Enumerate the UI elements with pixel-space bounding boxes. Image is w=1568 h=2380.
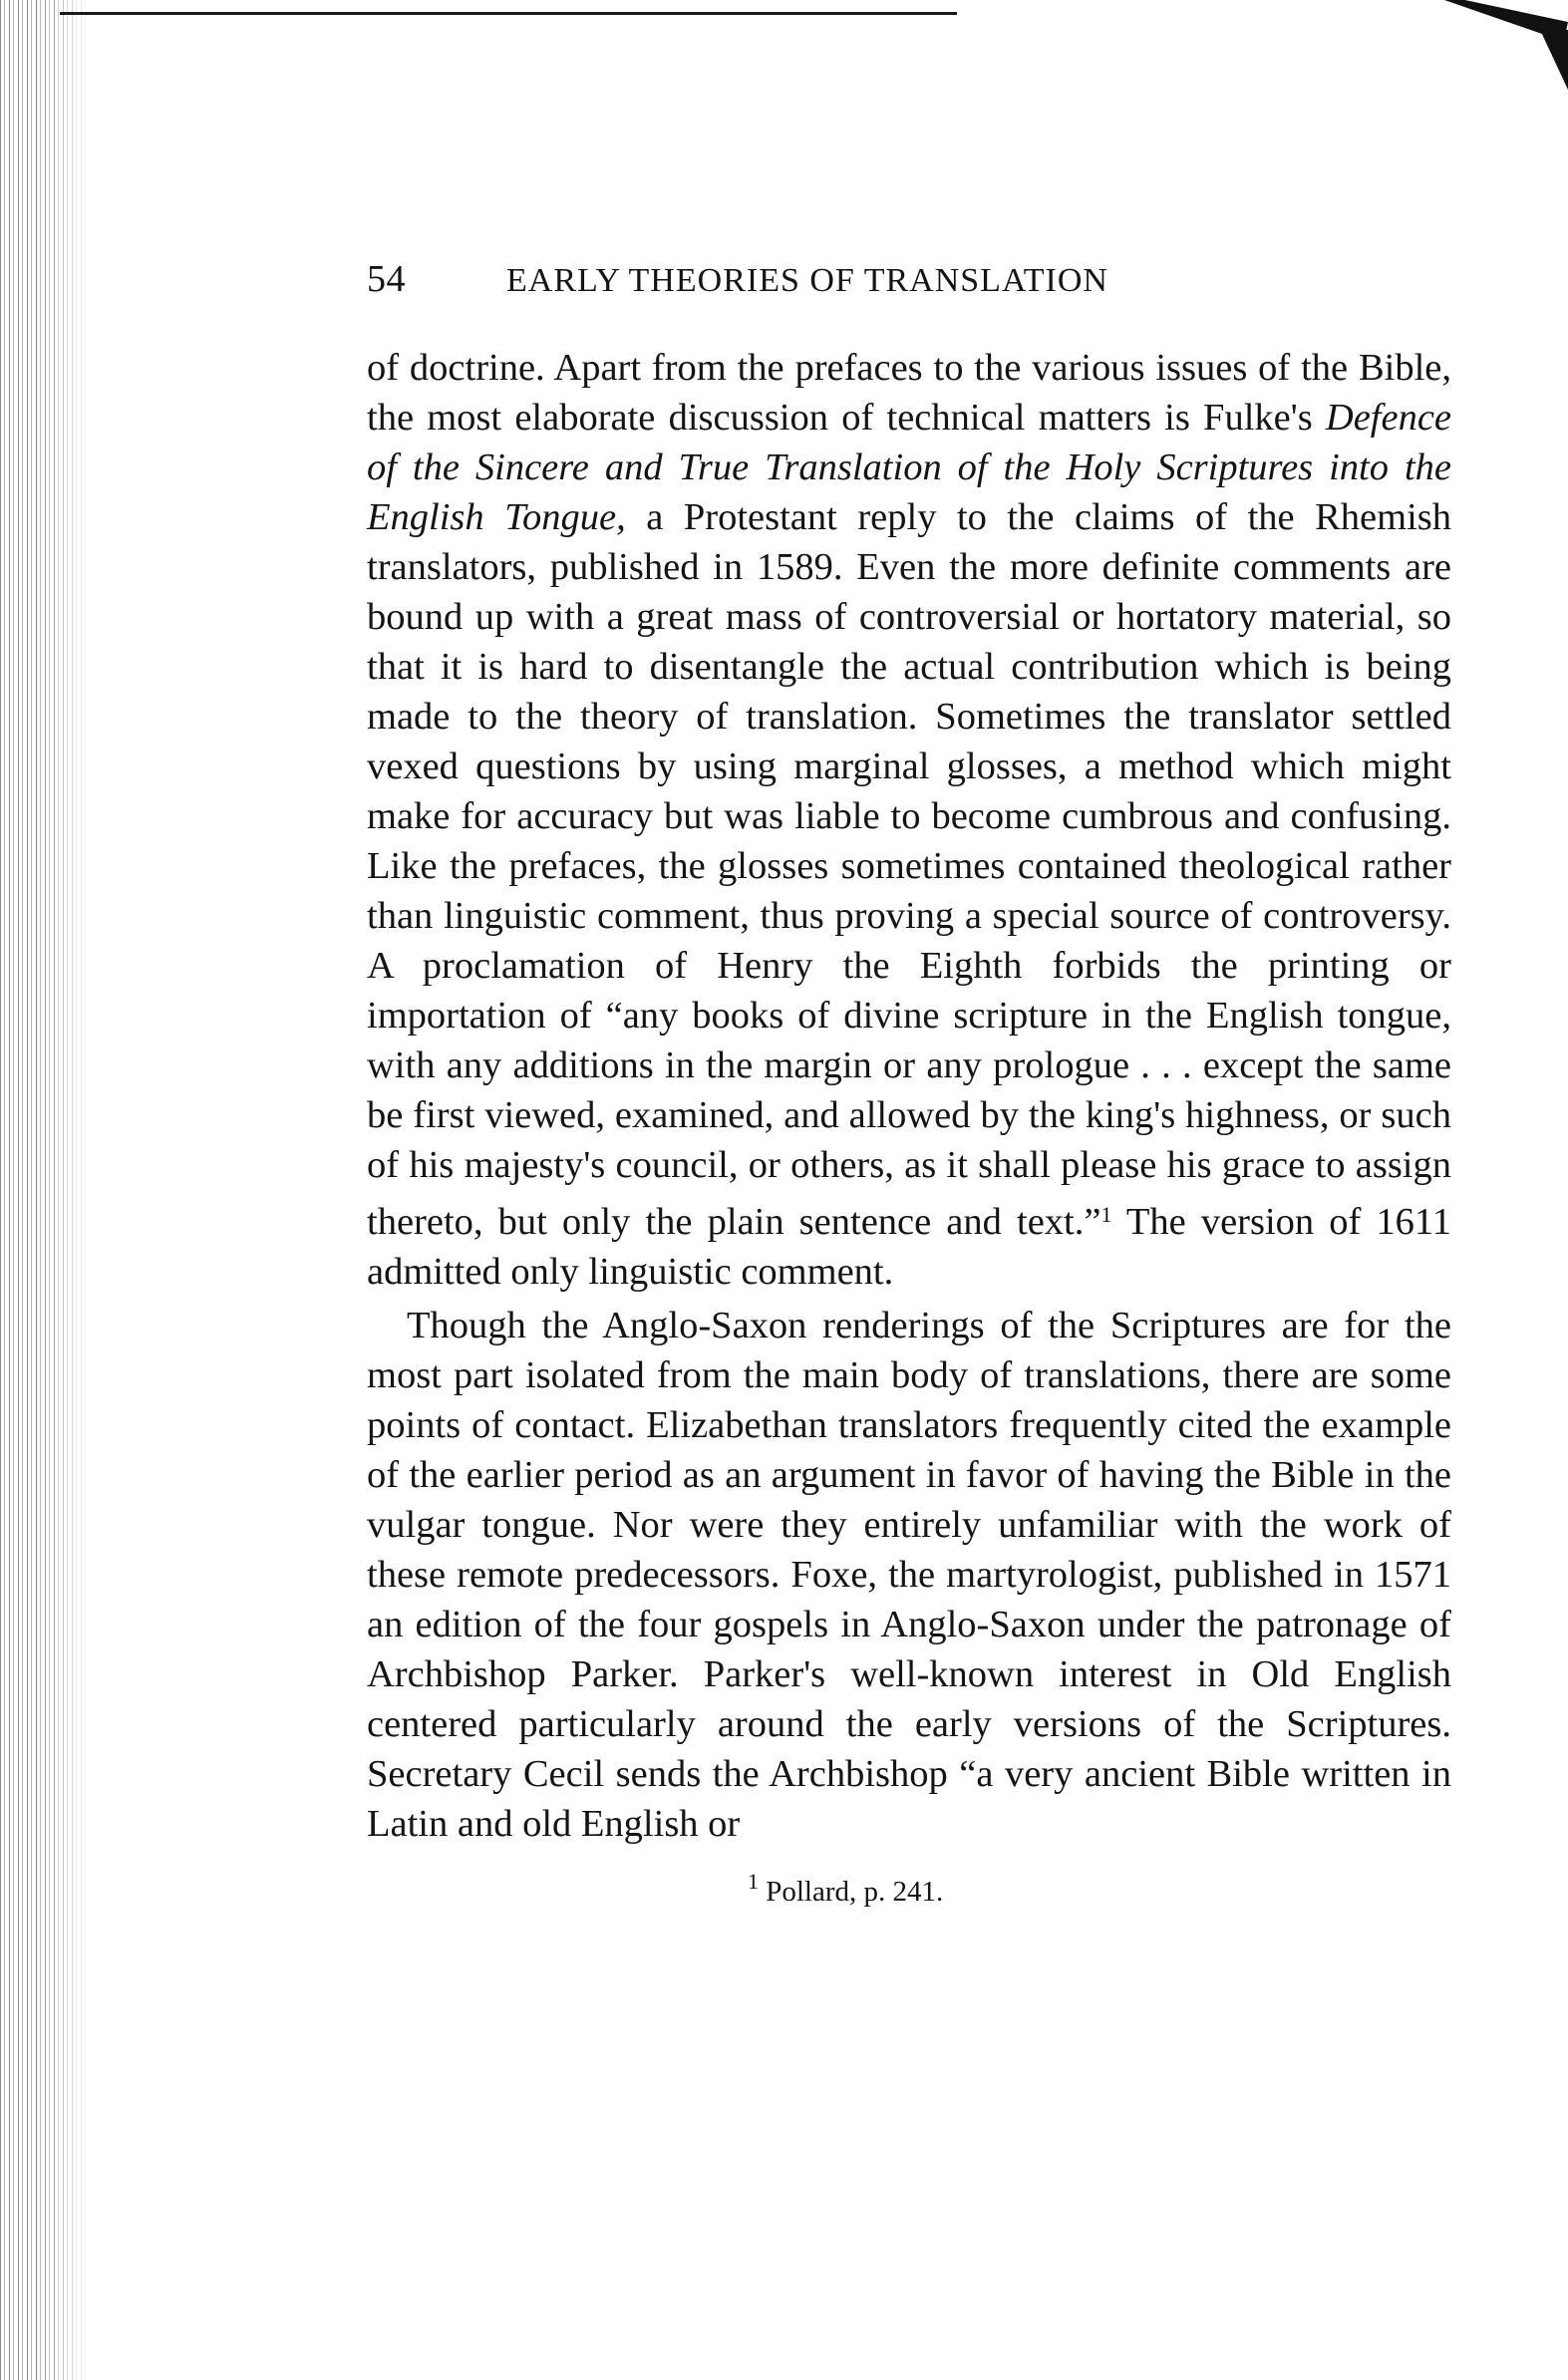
book-gutter-shadow [0, 0, 92, 2380]
footnote-marker: 1 [748, 1869, 759, 1894]
paragraph-1-part-2: a Protestant reply to the claims of the Rhemish translators, published in 1589. Even the more definite comments are bound up with a great mass of controversial or hortatory material, so that it is hard to disentangle the actual contribution which is being made to the theory of translation. Sometimes the translator settled vexed questions by using marginal glosses, a method which might make for accuracy but was liable to become cumbrous and confusing. Like the prefaces, the glosses sometimes contained theological rather than linguistic comment, thus proving a special source of controversy. A proclamation of Henry the Eighth forbids the printing or importation of “any books of divine scripture in the English tongue, with any additions in the margin or any prologue . . . except the same be first viewed, examined, and allowed by the king's highness, or such of his majesty's council, or others, as it shall please his grace to assign thereto, but only the plain sentence and text.” [367, 496, 1452, 1243]
book-title-italic: Defence of the Sincere and True Translation of the Holy Scriptures into the English Tongue, [367, 397, 1451, 538]
running-head [367, 257, 1451, 301]
footnote [367, 1869, 1451, 1909]
paragraph-1 [367, 343, 1451, 1297]
footnote-reference: 1 [1100, 1202, 1112, 1227]
page-number: 54 [367, 258, 406, 300]
running-title: EARLY THEORIES OF TRANSLATION [506, 262, 1108, 299]
paragraph-1-part-1: of doctrine. Apart from the prefaces to the various issues of the Bible, the most elaborate discussion of technical matters is Fulke's [367, 347, 1451, 439]
scan-top-edge [60, 12, 957, 15]
book-page [367, 257, 1451, 1909]
scan-corner-mark-tip [1540, 30, 1568, 90]
paragraph-2: Though the Anglo-Saxon renderings of the Scriptures are for the most part isolated from the main body of translations, there are some points of contact. Elizabethan translators frequently cited the example of the earlier period as an argument in favor of having the Bible in the vulgar tongue. Nor were they entirely unfamiliar with the work of these remote predecessors. Foxe, the martyrologist, published in 1571 an edition of the four gospels in Anglo-Saxon under the patronage of Archbishop Parker. Parker's well-known interest in Old English centered particularly around the early versions of the Scriptures. Secretary Cecil sends the Archbishop “a very ancient Bible written in Latin and old English or [367, 1305, 1451, 1845]
paragraph-1-part-3: The version of 1611 admitted only linguistic comment. [367, 1201, 1451, 1293]
footnote-text: Pollard, p. 241. [759, 1876, 944, 1908]
body-text [367, 343, 1451, 1849]
